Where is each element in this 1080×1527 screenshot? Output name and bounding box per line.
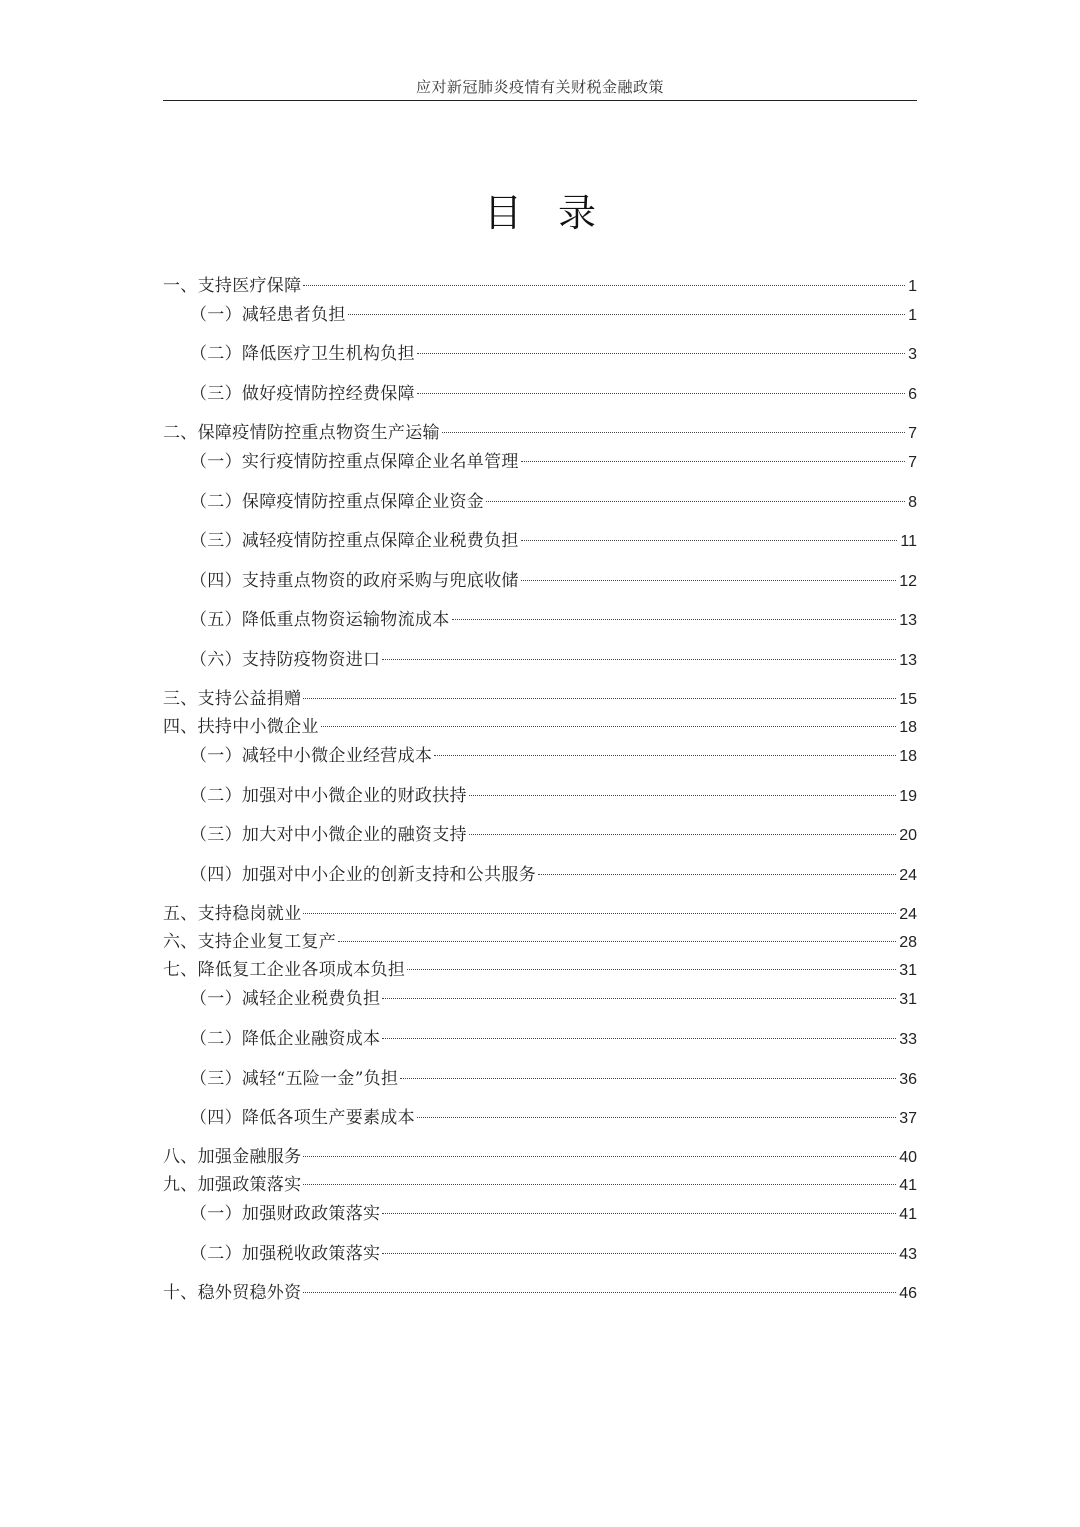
toc-entry-label: （四）支持重点物资的政府采购与兜底收储 bbox=[190, 571, 519, 591]
toc-entry-label: 九、加强政策落实 bbox=[163, 1175, 302, 1195]
toc-entry[interactable] bbox=[163, 687, 917, 711]
toc-leader bbox=[348, 314, 905, 315]
toc-leader bbox=[303, 1184, 896, 1185]
toc-entry-page: 13 bbox=[899, 652, 917, 669]
toc-entry[interactable] bbox=[190, 823, 917, 847]
toc-entry-label: （三）做好疫情防控经费保障 bbox=[190, 384, 415, 404]
toc-leader bbox=[521, 540, 898, 541]
toc-entry-page: 19 bbox=[899, 788, 917, 805]
toc-entry[interactable] bbox=[190, 382, 917, 406]
toc-entry-page: 7 bbox=[908, 425, 917, 442]
toc-entry[interactable] bbox=[163, 958, 917, 982]
toc-entry-page: 11 bbox=[900, 533, 917, 550]
toc-leader bbox=[382, 1213, 896, 1214]
toc-leader bbox=[434, 755, 896, 756]
toc-entry-label: 四、扶持中小微企业 bbox=[163, 717, 319, 737]
toc-entry-page: 1 bbox=[908, 278, 917, 295]
toc-entry-page: 3 bbox=[908, 346, 917, 363]
toc-entry-page: 1 bbox=[908, 307, 917, 324]
toc-entry[interactable] bbox=[190, 863, 917, 887]
page-title: 目录 bbox=[483, 191, 632, 235]
toc-entry[interactable] bbox=[190, 1106, 917, 1130]
toc-entry-label: 七、降低复工企业各项成本负担 bbox=[163, 960, 406, 980]
toc-leader bbox=[382, 998, 896, 999]
toc-leader bbox=[521, 461, 905, 462]
toc-entry-page: 28 bbox=[899, 934, 917, 951]
toc-leader bbox=[452, 619, 897, 620]
toc-entry-label: （六）支持防疫物资进口 bbox=[190, 650, 381, 670]
toc-entry-page: 24 bbox=[899, 906, 917, 923]
toc-entry-label: 十、稳外贸稳外资 bbox=[163, 1283, 302, 1303]
toc-leader bbox=[400, 1078, 896, 1079]
toc-entry[interactable] bbox=[190, 648, 917, 672]
toc-entry-label: （一）减轻患者负担 bbox=[190, 305, 346, 325]
toc-entry[interactable] bbox=[190, 1027, 917, 1051]
toc-entry-label: 五、支持稳岗就业 bbox=[163, 904, 302, 924]
toc-leader bbox=[303, 1292, 896, 1293]
toc-entry-page: 7 bbox=[908, 454, 917, 471]
toc-entry-label: 六、支持企业复工复产 bbox=[163, 932, 336, 952]
toc-entry-page: 8 bbox=[908, 494, 917, 511]
toc-leader bbox=[321, 726, 897, 727]
toc-entry-label: （二）降低企业融资成本 bbox=[190, 1029, 381, 1049]
toc-entry[interactable] bbox=[190, 744, 917, 768]
toc-entry[interactable] bbox=[190, 450, 917, 474]
toc-entry-page: 24 bbox=[899, 867, 917, 884]
toc-leader bbox=[382, 659, 896, 660]
toc-entry-page: 20 bbox=[899, 827, 917, 844]
toc-entry-page: 37 bbox=[899, 1110, 917, 1127]
toc-entry-label: （四）加强对中小企业的创新支持和公共服务 bbox=[190, 865, 536, 885]
toc-entry-page: 18 bbox=[899, 719, 917, 736]
toc-leader bbox=[338, 941, 896, 942]
toc-entry-label: 三、支持公益捐赠 bbox=[163, 689, 302, 709]
toc-entry[interactable] bbox=[190, 987, 917, 1011]
toc-entry-label: （二）加强税收政策落实 bbox=[190, 1244, 381, 1264]
toc-entry-page: 43 bbox=[899, 1246, 917, 1263]
toc-entry-page: 40 bbox=[899, 1149, 917, 1166]
toc-entry-page: 6 bbox=[908, 386, 917, 403]
toc-leader bbox=[417, 1117, 896, 1118]
toc-entry[interactable] bbox=[163, 930, 917, 954]
toc-entry-page: 12 bbox=[899, 573, 917, 590]
toc-entry-page: 33 bbox=[899, 1031, 917, 1048]
toc-leader bbox=[486, 501, 905, 502]
toc-leader bbox=[469, 795, 896, 796]
toc-entry[interactable] bbox=[163, 1281, 917, 1305]
toc-entry-page: 36 bbox=[899, 1071, 917, 1088]
toc-entry-page: 31 bbox=[899, 962, 917, 979]
toc-entry-label: （三）减轻疫情防控重点保障企业税费负担 bbox=[190, 531, 519, 551]
toc-entry[interactable] bbox=[163, 902, 917, 926]
toc-entry[interactable] bbox=[163, 1173, 917, 1197]
toc-entry-label: （五）降低重点物资运输物流成本 bbox=[190, 610, 450, 630]
toc-entry-page: 46 bbox=[899, 1285, 917, 1302]
toc-leader bbox=[469, 834, 896, 835]
toc-entry[interactable] bbox=[163, 715, 917, 739]
toc-entry[interactable] bbox=[163, 421, 917, 445]
toc-entry-page: 15 bbox=[899, 691, 917, 708]
toc-entry-label: （三）减轻“五险一金”负担 bbox=[190, 1069, 399, 1089]
toc-entry[interactable] bbox=[190, 608, 917, 632]
toc-leader bbox=[417, 393, 905, 394]
toc-entry-page: 18 bbox=[899, 748, 917, 765]
toc-entry[interactable] bbox=[190, 569, 917, 593]
toc-entry-label: （一）减轻中小微企业经营成本 bbox=[190, 746, 433, 766]
toc-entry-label: （二）加强对中小微企业的财政扶持 bbox=[190, 786, 467, 806]
toc-entry-label: 八、加强金融服务 bbox=[163, 1147, 302, 1167]
toc-entry-label: （一）减轻企业税费负担 bbox=[190, 989, 381, 1009]
toc-entry[interactable] bbox=[163, 274, 917, 298]
toc-entry[interactable] bbox=[190, 303, 917, 327]
toc-leader bbox=[417, 353, 905, 354]
toc-entry-label: 二、保障疫情防控重点物资生产运输 bbox=[163, 423, 440, 443]
toc-leader bbox=[303, 285, 905, 286]
toc-leader bbox=[382, 1253, 896, 1254]
toc-entry-page: 13 bbox=[899, 612, 917, 629]
toc-entry-label: 一、支持医疗保障 bbox=[163, 276, 302, 296]
running-header: 应对新冠肺炎疫情有关财税金融政策 bbox=[415, 78, 664, 96]
toc-entry[interactable] bbox=[190, 1202, 917, 1226]
toc-entry[interactable] bbox=[190, 342, 917, 366]
toc-entry-label: （四）降低各项生产要素成本 bbox=[190, 1108, 415, 1128]
toc-entry-page: 41 bbox=[899, 1206, 917, 1223]
toc-entry[interactable] bbox=[190, 529, 917, 553]
toc-leader bbox=[382, 1038, 896, 1039]
toc-entry-label: （一）加强财政政策落实 bbox=[190, 1204, 381, 1224]
toc-entry[interactable] bbox=[163, 1145, 917, 1169]
toc-entry-label: （二）降低医疗卫生机构负担 bbox=[190, 344, 415, 364]
toc-entry[interactable] bbox=[190, 784, 917, 808]
toc-entry[interactable] bbox=[190, 1067, 917, 1091]
toc-entry-label: （三）加大对中小微企业的融资支持 bbox=[190, 825, 467, 845]
toc-leader bbox=[303, 698, 896, 699]
toc-leader bbox=[442, 432, 905, 433]
toc-leader bbox=[407, 969, 896, 970]
toc-entry-label: （二）保障疫情防控重点保障企业资金 bbox=[190, 492, 485, 512]
toc-entry-page: 31 bbox=[899, 991, 917, 1008]
toc-leader bbox=[521, 580, 897, 581]
toc-entry-page: 41 bbox=[899, 1177, 917, 1194]
toc-entry[interactable] bbox=[190, 490, 917, 514]
toc-leader bbox=[303, 1156, 896, 1157]
toc-entry-label: （一）实行疫情防控重点保障企业名单管理 bbox=[190, 452, 519, 472]
toc-entry[interactable] bbox=[190, 1242, 917, 1266]
toc-leader bbox=[538, 874, 896, 875]
toc-leader bbox=[303, 913, 896, 914]
